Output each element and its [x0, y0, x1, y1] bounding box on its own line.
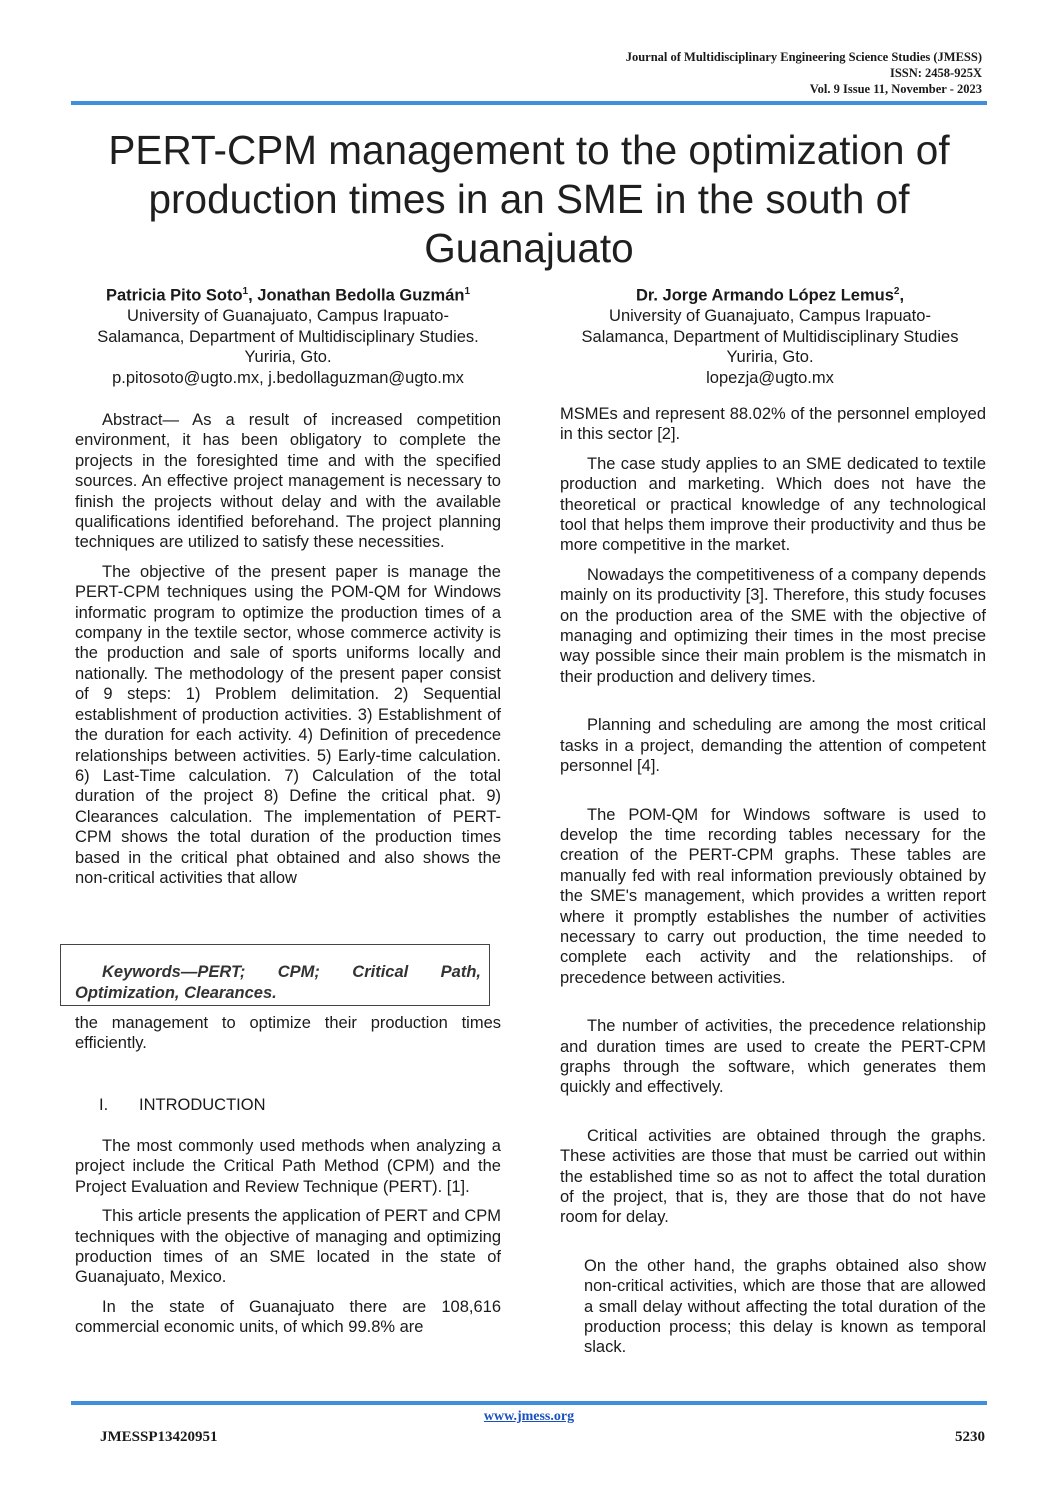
right-paragraph-8: On the other hand, the graphs obtained also show non-critical activities, which are those that are allowed a small delay without affecting the total duration of the production process; this delay is known as temporal slack. [584, 1256, 986, 1357]
journal-issn: ISSN: 2458-925X [889, 66, 982, 80]
section-number: I. [99, 1096, 109, 1114]
author-affiliation-line1: University of Guanajuato, Campus Irapuato- [127, 307, 449, 325]
intro-paragraph-3: In the state of Guanajuato there are 108,616 commercial economic units, of which 99.8% are [75, 1297, 501, 1337]
left-column-continued [75, 1013, 501, 1063]
journal-header [626, 49, 982, 97]
author-city: Yuriria, Gto. [726, 348, 814, 366]
journal-website-link[interactable]: www.jmess.org [483, 1409, 575, 1424]
abstract-paragraph-2: The objective of the present paper is manage the PERT-CPM techniques using the POM-QM for Windows informatic program to optimize the production times of a company in the textile sector, whose commerce activity is the production and sale of sports uniforms locally and nationally. The methodology of the present paper consist of 9 steps: 1) Problem delimitation. 2) Sequential establishment of production activities. 3) Establishment of the duration for each activity. 4) Definition of precedence relationships between activities. 5) Early-time calculation. 6) Last-Time calculation. 7) Calculation of the total duration of the project 8) Define the critical phat. 9) Clearances calculation. The implementation of PERT-CPM shows the total duration of the production times based in the critical phat obtained and also shows the non-critical activities that allow [75, 562, 501, 887]
right-paragraph-5: The POM-QM for Windows software is used to develop the time recording tables necessary for the creation of the PERT-CPM graphs. These tables are manually fed with real information previously obtained by the SME's management, which provides a written report where it promptly establishes the number of activities necessary to carry out production, the time needed to complete each activity and the relationships. of precedence between activities. [560, 805, 986, 987]
right-column [560, 404, 986, 1367]
author-names-left: Patricia Pito Soto$^1$, Jonathan Bedolla Guzmán$^1$ [105, 286, 471, 305]
author-email: p.pitosoto@ugto.mx, j.bedollaguzman@ugto.mx [112, 368, 464, 387]
right-paragraph-2: The case study applies to an SME dedicated to textile production and marketing. Which does not have the theoretical or practical knowledge of any technological tool that helps them improve their productivity and thus be more competitive in the market. [560, 454, 986, 555]
paper-title: PERT-CPM management to the optimization of production times in an SME in the south of Guanajuato [108, 127, 950, 271]
abstract-paragraph-1: Abstract— As a result of increased competition environment, it has been obligatory to complete the projects in the foresighted time and with the specified sources. An effective project management is necessary to finish the projects without delay and with the available qualifications identified beforehand. The project planning techniques are utilized to satisfy these necessities. [75, 411, 501, 552]
header-rule [71, 101, 987, 105]
author-affiliation-line1: University of Guanajuato, Campus Irapuato- [609, 307, 931, 325]
section-title: INTRODUCTION [139, 1096, 266, 1114]
right-paragraph-4: Planning and scheduling are among the most critical tasks in a project, demanding the attention of competent personnel [4]. [560, 716, 986, 776]
right-paragraph-1: MSMEs and represent 88.02% of the personnel employed in this sector [2]. [560, 405, 986, 444]
keywords: Keywords—PERT; CPM; Critical Path, Optimization, Clearances. [75, 963, 481, 1002]
introduction-text [75, 1136, 501, 1347]
author-names-right: Dr. Jorge Armando López Lemus$^2$, [635, 286, 905, 305]
author-email: lopezja@ugto.mx [706, 368, 834, 387]
author-city: Yuriria, Gto. [244, 348, 332, 366]
right-paragraph-3: Nowadays the competitiveness of a company depends mainly on its productivity [3]. Therefore, this study focuses on the production area of the SME with the objective of managing and optimizing their times in the most precise way possible since their main problem is the mismatch in their production and delivery times. [560, 565, 986, 686]
right-paragraph-6: The number of activities, the precedence relationship and duration times are used to create the PERT-CPM graphs through the software, which generates them quickly and effectively. [560, 1017, 986, 1097]
intro-paragraph-1: The most commonly used methods when analyzing a project include the Critical Path Method (CPM) and the Project Evaluation and Review Technique (PERT). [1]. [75, 1137, 501, 1196]
author-affiliation-line2: Salamanca, Department of Multidisciplinary Studies [581, 327, 959, 346]
author-block-left [70, 282, 506, 388]
intro-paragraph-2: This article presents the application of PERT and CPM techniques with the objective of managing and optimizing production times of an SME located in the state of Guanajuato, Mexico. [75, 1207, 501, 1287]
journal-name: Journal of Multidisciplinary Engineering Science Studies (JMESS) [625, 50, 982, 64]
left-column [75, 410, 501, 897]
footer-rule [71, 1401, 987, 1405]
author-affiliation-line2: Salamanca, Department of Multidisciplinary Studies. [97, 327, 479, 346]
page-number: 5230 [955, 1429, 985, 1445]
right-paragraph-7: Critical activities are obtained through the graphs. These activities are those that must be carried out within the established time so as not to affect the total duration of the project, that is, they are those that do not have room for delay. [560, 1126, 986, 1227]
section-heading [99, 1095, 266, 1115]
author-block-right [552, 282, 988, 388]
abstract-paragraph-2-end: the management to optimize their production times efficiently. [75, 1014, 501, 1053]
journal-volume: Vol. 9 Issue 11, November - 2023 [809, 82, 982, 96]
paper-id: JMESSP13420951 [100, 1429, 218, 1445]
